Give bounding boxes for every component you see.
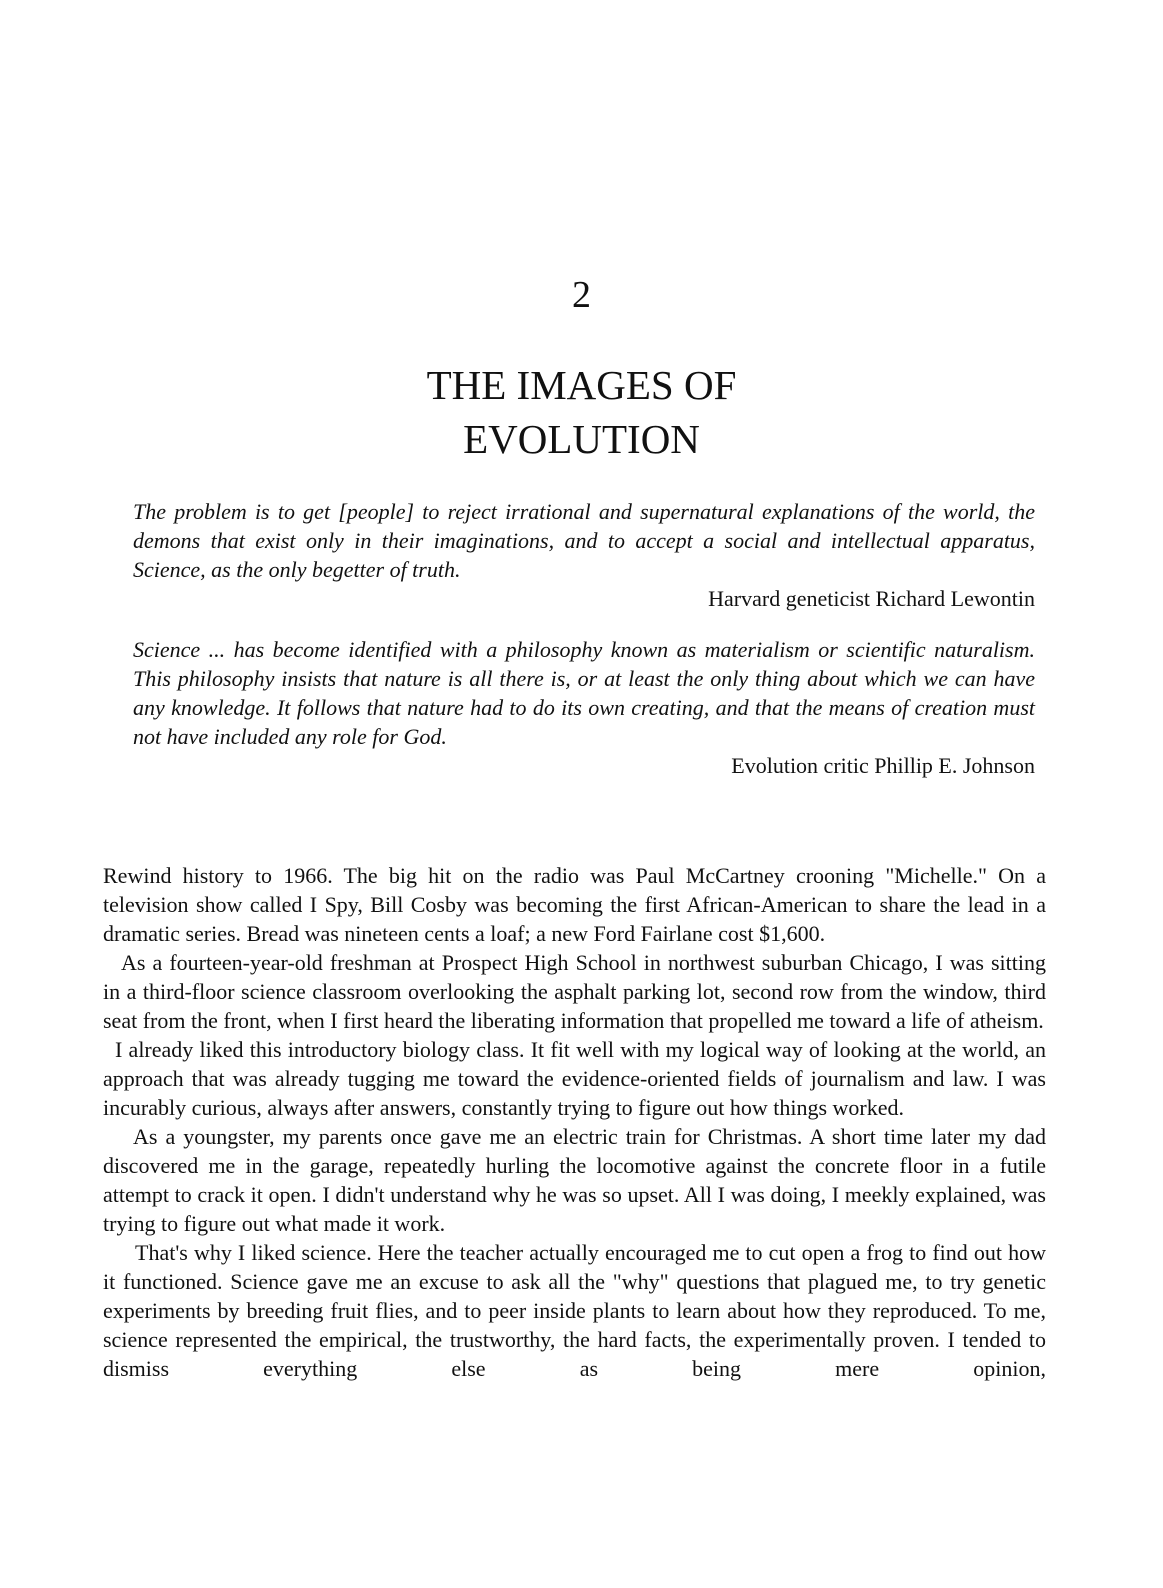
paragraph: Rewind history to 1966. The big hit on the radio was Paul McCartney crooning "Michelle." On a television show called I Spy, Bill Cosby was becoming the first African-American to share the lead in a dramatic series. Bread was nineteen cents a loaf; a new Ford Fairlane cost $1,600.	[103, 863, 1046, 946]
body-text	[103, 861, 1046, 1383]
epigraph-quote: The problem is to get [people] to reject irrational and supernatural explanations of the world, the demons that exist only in their imaginations, and to accept a social and intellectual apparatus, Science, as the only begetter of truth.	[133, 499, 1035, 582]
paragraph: As a youngster, my parents once gave me an electric train for Christmas. A short time later my dad discovered me in the garage, repeatedly hurling the locomotive against the concrete floor in a futile attempt to crack it open. I didn't understand why he was so upset. All I was doing, I meekly explained, was trying to figure out what made it work.	[103, 1124, 1046, 1236]
paragraph: As a fourteen-year-old freshman at Prospect High School in northwest suburban Chicago, I was sitting in a third-floor science classroom overlooking the asphalt parking lot, second row from the window, third seat from the front, when I first heard the liberating information that propelled me toward a life of atheism.	[103, 950, 1046, 1033]
chapter-title-line-2: EVOLUTION	[463, 416, 700, 462]
paragraph: That's why I liked science. Here the teacher actually encouraged me to cut open a frog to find out how it functioned. Science gave me an excuse to ask all the "why" questions that plagued me, to try genetic experiments by breeding fruit flies, and to peer inside plants to learn about how they reproduced. To me, science represented the empirical, the trustworthy, the hard facts, the experimentally proven. I tended to dismiss everything else as being mere opinion,	[103, 1240, 1046, 1381]
chapter-number: 2	[572, 274, 591, 316]
chapter-title	[0, 358, 1163, 466]
epigraph-attribution: Harvard geneticist Richard Lewontin	[708, 586, 1035, 611]
chapter-title-line-1: THE IMAGES OF	[426, 362, 737, 408]
epigraph-quote: Science ... has become identified with a philosophy known as materialism or scientific naturalism. This philosophy insists that nature is all there is, or at least the only thing about which we can have any knowledge. It follows that nature had to do its own creating, and that the means of creation must not have included any role for God.	[133, 637, 1035, 749]
epigraph-johnson	[133, 635, 1035, 780]
paragraph: I already liked this introductory biology class. It fit well with my logical way of looking at the world, an approach that was already tugging me toward the evidence-oriented fields of journalism and law. I was incurably curious, always after answers, constantly trying to figure out how things worked.	[103, 1037, 1046, 1120]
epigraph-attribution: Evolution critic Phillip E. Johnson	[731, 753, 1035, 778]
epigraph-lewontin	[133, 497, 1035, 613]
